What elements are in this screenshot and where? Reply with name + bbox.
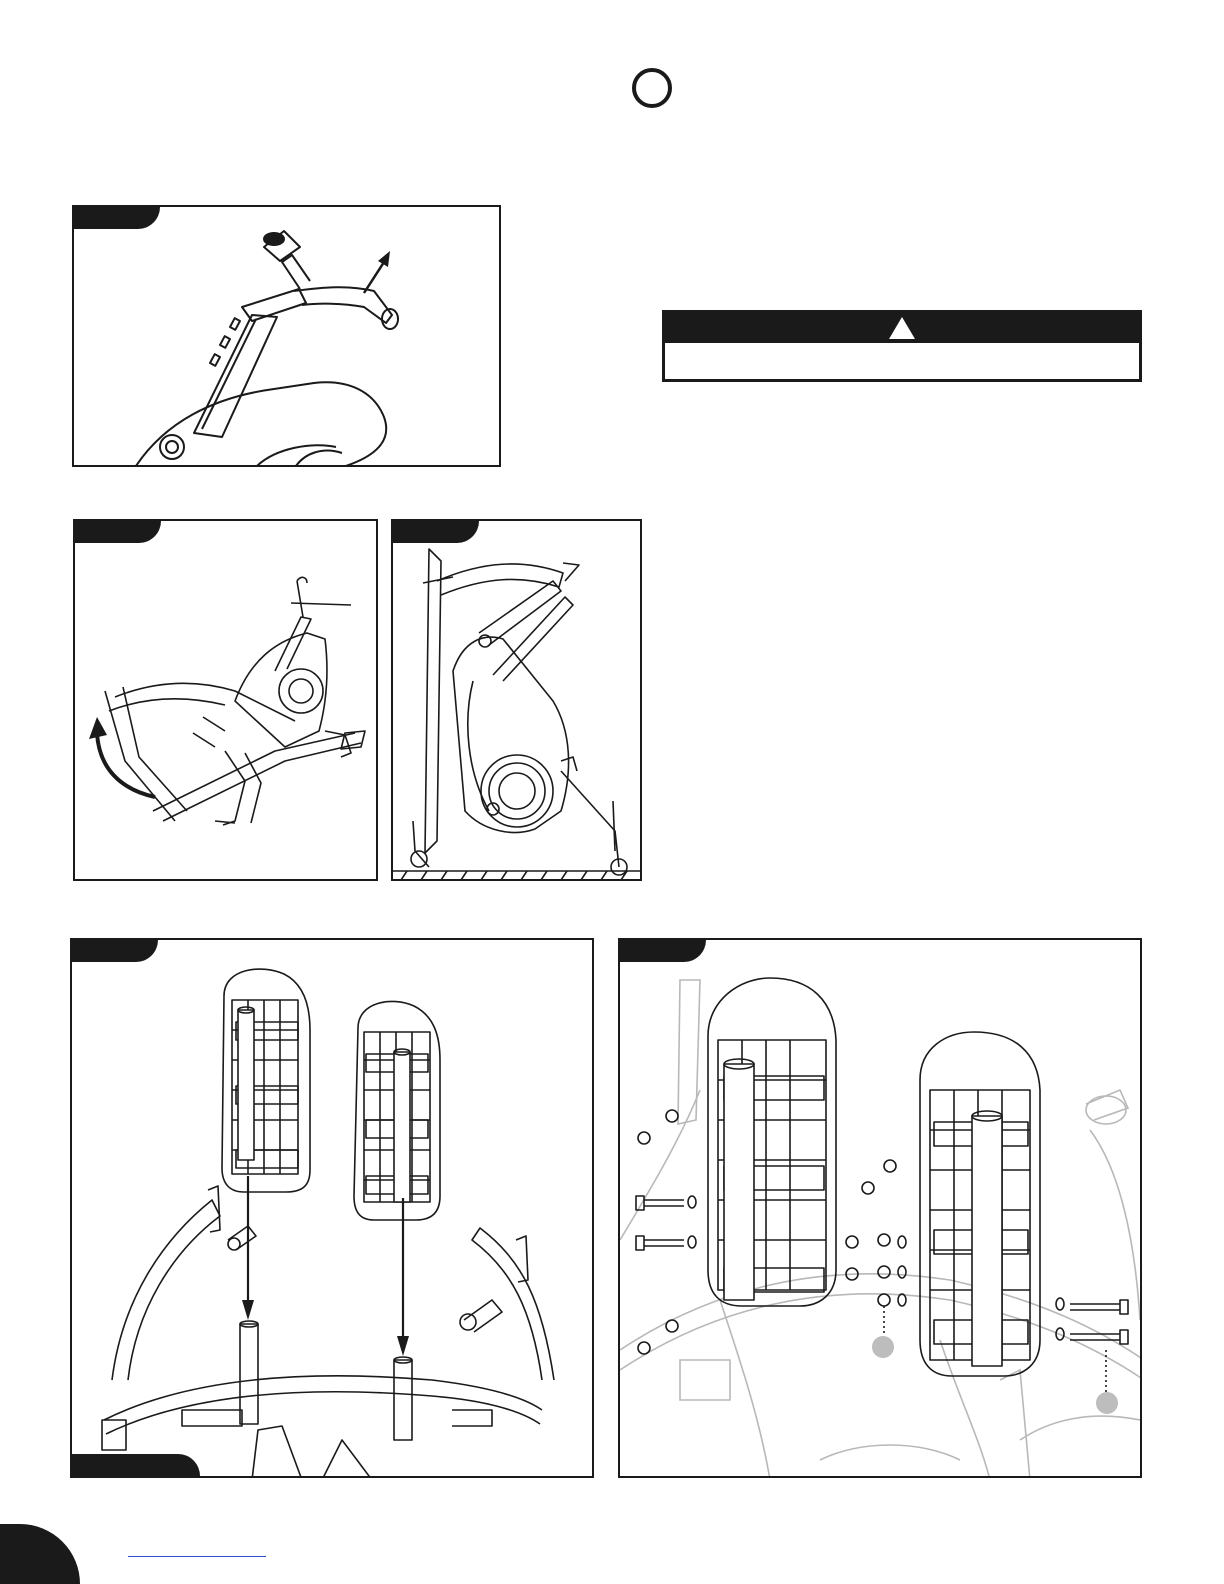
footer-link[interactable]	[128, 1556, 266, 1557]
handlebar-illustration	[74, 207, 501, 467]
step-number-circle	[632, 68, 672, 108]
callout-leader-lines	[620, 940, 1142, 1478]
warning-text	[665, 343, 1139, 355]
warning-box	[662, 310, 1142, 382]
figure-pedal-hardware	[618, 938, 1142, 1478]
direction-arrow-icon	[242, 1176, 409, 1356]
figure-pedal-install	[70, 938, 594, 1478]
direction-arrow-icon	[364, 251, 390, 293]
machine-rotate-illustration	[75, 521, 378, 881]
pedal-install-illustration	[72, 940, 594, 1478]
figure-machine-rotate	[73, 519, 378, 881]
warning-header	[665, 313, 1139, 343]
figure-handlebar	[72, 205, 501, 467]
warning-triangle-icon	[889, 317, 915, 339]
figure-machine-upright	[391, 519, 642, 881]
page-corner-tab	[0, 1524, 80, 1584]
machine-upright-illustration	[393, 521, 642, 881]
